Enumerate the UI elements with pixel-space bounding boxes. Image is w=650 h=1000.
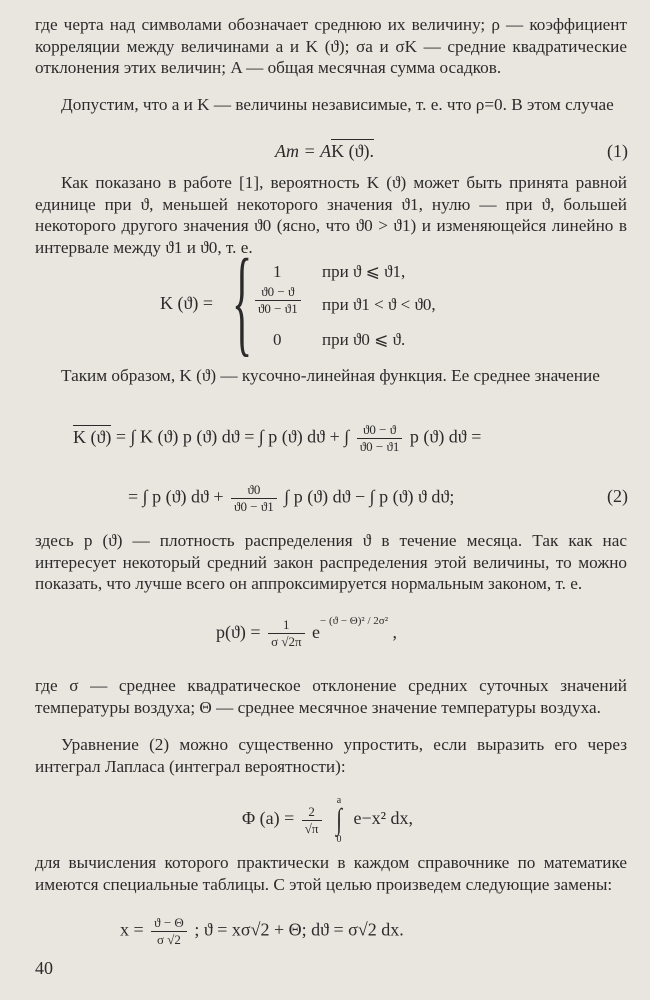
equation-2-number: (2): [607, 486, 628, 506]
eq2-line2-integral: = ∫ p (ϑ) dϑ +: [128, 486, 224, 507]
paragraph-5: здесь p (ϑ) — плотность распределения ϑ в течение месяца. Так как нас интересует некоторый средний закон распределения этой величины, то можно показать, что лучше всего он аппроксимируется нормальным законом, т. е.: [35, 531, 627, 593]
eq4-body: e−x² dx,: [353, 808, 414, 829]
equation-1-number: (1): [607, 141, 628, 161]
eq3-tail: ,: [392, 622, 397, 642]
paragraph-4: Таким образом, K (ϑ) — кусочно-линейная функция. Ее среднее значение: [61, 366, 600, 385]
piece-row2-num: ϑ0 − ϑ: [255, 284, 301, 301]
piece-row1-condition: при ϑ ⩽ ϑ1,: [322, 262, 406, 281]
page-number: 40: [35, 958, 53, 978]
eq1-overline-term: K (ϑ).: [331, 141, 375, 161]
piece-row3-condition: при ϑ0 ⩽ ϑ.: [322, 330, 406, 349]
equation-1: [275, 141, 374, 162]
eq4-den: √π: [304, 820, 319, 836]
equation-5: [120, 915, 404, 948]
eq1-lhs: Aт = A: [275, 141, 332, 161]
eq2-line-1: [73, 422, 481, 455]
eq3-lhs: p(ϑ) =: [216, 622, 261, 642]
eq5-den: σ √2: [157, 932, 181, 947]
paragraph-6: где σ — среднее квадратическое отклонение средних суточных значений температуры воздуха; Θ — среднее месячное значение температуры воздуха.: [35, 676, 627, 717]
piece-row2-fraction: [252, 284, 304, 317]
piece-row1-value: 1: [273, 262, 282, 281]
paragraph-8: для вычисления которого практически в каждом справочнике по математике имеются специальные таблицы. С этой целью произведем следующие замены:: [35, 853, 627, 894]
eq5-rest: ; ϑ = xσ√2 + Θ; dϑ = σ√2 dx.: [194, 919, 404, 940]
paragraph-3: Как показано в работе [1], вероятность K (ϑ) может быть принята равной единице при ϑ, меньшей некоторого значения ϑ1, нулю — при ϑ, большей некоторого другого значения ϑ0 (ясно, что ϑ0 > ϑ1) и изменяющейся линейно в интервале между ϑ1 и ϑ0, т. е.: [35, 173, 627, 257]
eq4-num: 2: [302, 804, 322, 821]
piece-row2-condition: при ϑ1 < ϑ < ϑ0,: [322, 295, 436, 314]
eq5-x: x =: [120, 919, 144, 940]
equation-3: [216, 615, 397, 650]
eq2-line1-integrals: = ∫ K (ϑ) p (ϑ) dϑ = ∫ p (ϑ) dϑ + ∫: [115, 426, 350, 447]
eq3-exponent: − (ϑ − Θ)² / 2σ²: [320, 615, 388, 627]
eq3-exp-base: e: [312, 622, 321, 642]
eq3-num: 1: [268, 617, 304, 634]
eq2-line1-frac-num: ϑ0 − ϑ: [357, 422, 403, 439]
paragraph-2: Допустим, что a и K — величины независимые, т. е. что ρ=0. В этом случае: [61, 95, 614, 114]
eq2-line-2: [128, 482, 454, 515]
piece-row2-den: ϑ0 − ϑ1: [258, 301, 298, 316]
eq2-lhs: K (ϑ): [73, 426, 112, 447]
equation-4: [242, 795, 413, 845]
piecewise-lhs: K (ϑ) =: [160, 293, 214, 313]
eq2-line2-tail: ∫ p (ϑ) dϑ − ∫ p (ϑ) ϑ dϑ;: [284, 486, 455, 507]
paragraph-7: Уравнение (2) можно существенно упростить, если выразить его через интеграл Лапласа (интеграл вероятности):: [35, 735, 627, 776]
eq3-den: σ √2π: [271, 634, 302, 650]
paragraph-1: где черта над символами обозначает среднюю их величину; ρ — коэффициент корреляции между величинами a и K (ϑ); σa и σK — средние квадратические отклонения этих величин; A — общая месячная сумма осадков.: [35, 15, 627, 77]
eq2-line1-frac-den: ϑ0 − ϑ1: [359, 439, 400, 454]
eq4-integral-sign: a ∫ 0: [336, 795, 342, 845]
eq5-num: ϑ − Θ: [151, 915, 187, 932]
left-brace: {: [232, 234, 253, 367]
eq2-line2-frac-den: ϑ0 − ϑ1: [234, 499, 274, 514]
eq4-lhs: Φ (a) =: [242, 808, 295, 829]
eq2-line1-tail: p (ϑ) dϑ =: [409, 426, 482, 447]
piece-row3-value: 0: [273, 330, 282, 349]
eq2-line2-frac-num: ϑ0: [231, 482, 277, 499]
